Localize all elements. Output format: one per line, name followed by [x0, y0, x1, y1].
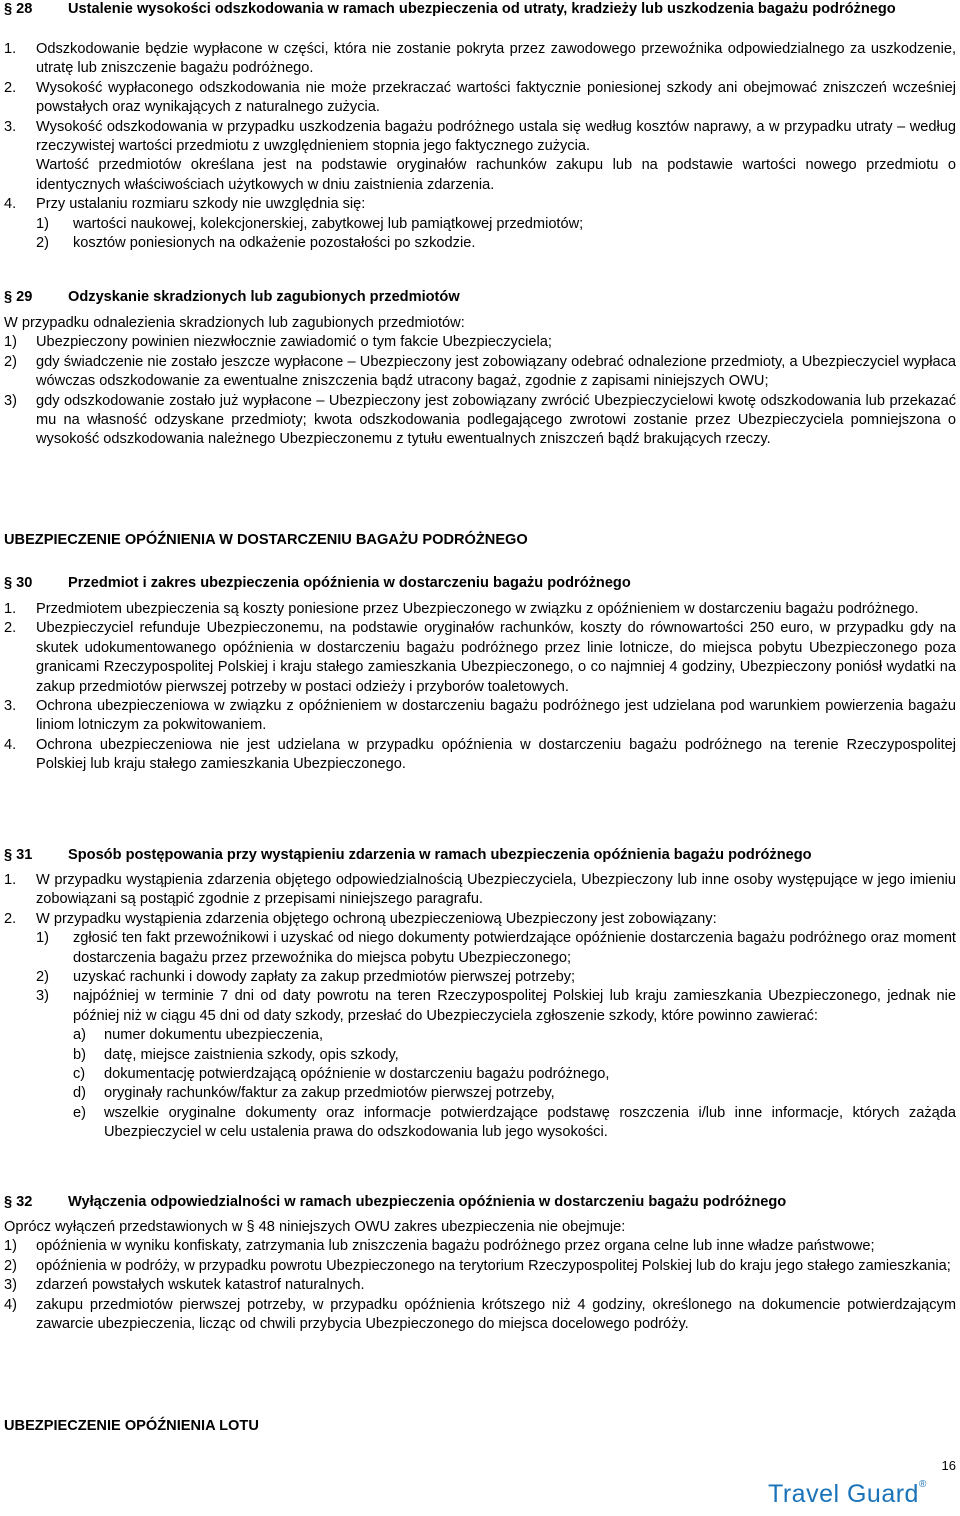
- item-number: 1): [4, 1238, 17, 1255]
- section-31-body: [4, 871, 956, 1143]
- list-item: [4, 600, 956, 619]
- item-number: b): [73, 1046, 86, 1063]
- item-text: W przypadku wystąpienia zdarzenia objętego odpowiedzialnością Ubezpieczyciela, Ubezpieczony lub inne osoby występujące w jego imieniu zobowiązani są postąpić zgodnie z przepisami niniejszego paragrafu.: [36, 872, 956, 908]
- item-text: kosztów poniesionych na odkażenie pozostałości po szkodzie.: [73, 235, 476, 252]
- item-text: Wysokość wypłaconego odszkodowania nie może przekraczać wartości faktycznie poniesionej szkody ani obejmować zniszczeń wcześniej powstałych oraz wynikających z naturalnego zużycia.: [36, 79, 956, 116]
- list-item: [4, 40, 956, 79]
- item-text: Odszkodowanie będzie wypłacone w części, która nie zostanie pokryta przez zawodowego przewoźnika odpowiedzialnego za uszkodzenie, utratę lub zniszczenie bagażu podróżnego.: [36, 41, 956, 77]
- item-number: 2.: [4, 620, 17, 637]
- item-number: 2.: [4, 79, 17, 96]
- list-item: [4, 1276, 956, 1295]
- section-29-body: [4, 314, 956, 450]
- section-30-heading: [4, 574, 956, 593]
- item-number: 1.: [4, 872, 17, 888]
- item-text: uzyskać rachunki i dowody zapłaty za zakup przedmiotów pierwszej potrzeby;: [73, 969, 576, 986]
- item-text: oryginały rachunków/faktur za zakup przedmiotów pierwszej potrzeby,: [104, 1085, 555, 1102]
- item-text: Przy ustalaniu rozmiaru szkody nie uwzględnia się:: [36, 196, 366, 213]
- travel-guard-logo: [768, 1480, 927, 1509]
- sub-sub-item: [73, 1046, 956, 1065]
- section-number: § 31: [4, 847, 33, 863]
- item-number: e): [73, 1104, 86, 1121]
- item-text: datę, miejsce zaistnienia szkody, opis szkody,: [104, 1046, 399, 1063]
- item-number: 3): [36, 988, 49, 1005]
- item-text: Ochrona ubezpieczeniowa nie jest udzielana w przypadku opóźnienia w dostarczeniu bagażu podróżnego na terenie Rzeczypospolitej Polskiej lub kraju stałego zamieszkania Ubezpieczonego.: [36, 736, 956, 773]
- list-item: [4, 871, 956, 910]
- item-number: c): [73, 1066, 86, 1083]
- section-32-heading: [4, 1193, 956, 1212]
- item-text: W przypadku wystąpienia zdarzenia objętego ochroną ubezpieczeniową Ubezpieczony jest zobowiązany:: [36, 910, 717, 927]
- item-text: opóźnienia w wyniku konfiskaty, zatrzymania lub zniszczenia bagażu podróżnego przez organa celne lub inne władze państwowe;: [36, 1238, 875, 1255]
- section-title: Przedmiot i zakres ubezpieczenia opóźnienia w dostarczeniu bagażu podróżnego: [68, 575, 631, 591]
- item-number: 3.: [4, 698, 17, 715]
- section-title: Odzyskanie skradzionych lub zagubionych przedmiotów: [68, 289, 460, 305]
- item-number: 1): [4, 334, 17, 351]
- section-title: Ustalenie wysokości odszkodowania w ramach ubezpieczenia od utraty, kradzieży lub uszkodzenia bagażu podróżnego: [68, 1, 896, 17]
- item-text: Ochrona ubezpieczeniowa w związku z opóźnieniem w dostarczeniu bagażu podróżnego jest udzielana pod warunkiem powierzenia bagażu liniom lotniczym za pokwitowaniem.: [36, 698, 956, 734]
- list-item: [4, 1296, 956, 1335]
- list-item: [4, 910, 956, 929]
- sub-item: [36, 234, 956, 253]
- section-28-body: [4, 40, 956, 253]
- sub-sub-item: [73, 1065, 956, 1084]
- item-number: 3.: [4, 118, 17, 135]
- section-30-body: [4, 600, 956, 775]
- item-number: 2): [4, 353, 17, 370]
- section-28-heading: [4, 0, 956, 19]
- item-text: zdarzeń powstałych wskutek katastrof naturalnych.: [36, 1277, 365, 1294]
- page-number: 16: [941, 1458, 956, 1473]
- sub-item: [36, 215, 956, 234]
- list-item: [4, 392, 956, 450]
- list-item: [4, 736, 956, 775]
- item-number: 2): [4, 1257, 17, 1274]
- item-text: Ubezpieczyciel refunduje Ubezpieczonemu, na podstawie oryginałów rachunków, koszty do równowartości 250 euro, w przypadku gdy na skutek udokumentowanego opóźnienia w dostarczeniu bagażu podróżnego przez linie lotnicze, do miejsca pobytu Ubezpieczonego poza granicami Rzeczypospolitej Polskiej i kraju stałego zamieszkania Ubezpieczonego, o co najmniej 4 godziny, Ubezpieczony poniósł wydatki na zakup przedmiotów pierwszej potrzeby w postaci odzieży i przyborów toaletowych.: [36, 620, 956, 695]
- chapter-heading: UBEZPIECZENIE OPÓŹNIENIA LOTU: [4, 1418, 259, 1434]
- list-item: [4, 1257, 956, 1276]
- item-text: zakupu przedmiotów pierwszej potrzeby, w przypadku opóźnienia krótszego niż 4 godziny, określonego na dokumencie potwierdzającym zawarcie ubezpieczenia, licząc od chwili przybycia Ubezpieczonego do miejsca docelowego podróży.: [36, 1296, 956, 1333]
- item-text: Wysokość odszkodowania w przypadku uszkodzenia bagażu podróżnego ustala się według kosztów naprawy, a w przypadku utraty – według rzeczywistej wartości przedmiotu z uwzględnieniem stopnia jego faktycznego zużycia.: [36, 118, 956, 155]
- section-number: § 30: [4, 575, 33, 591]
- sub-item: [36, 987, 956, 1026]
- item-number: d): [73, 1085, 86, 1102]
- item-number: 4): [4, 1296, 17, 1313]
- item-text: gdy odszkodowanie zostało już wypłacone – Ubezpieczony jest zobowiązany zwrócić Ubezpieczycielowi kwotę odszkodowania lub przekazać mu na własność odzyskane przedmioty; kwota odszkodowania podlegającego zwrotowi zostanie przez Ubezpieczyciela pomniejszona o wysokość odszkodowania należnego Ubezpieczonemu z tytułu ewentualnych zniszczeń bądź brakujących rzeczy.: [36, 392, 956, 448]
- list-item: [4, 619, 956, 697]
- item-text: zgłosić ten fakt przewoźnikowi i uzyskać od niego dokumenty potwierdzające opóźnienie dostarczenia bagażu podróżnego oraz moment dostarczenia bagażu przez przewoźnika do miejsca pobytu Ubezpieczonego;: [73, 930, 956, 966]
- sub-sub-item: [73, 1104, 956, 1143]
- item-number: a): [73, 1027, 86, 1044]
- list-item: [4, 156, 956, 195]
- item-number: 1.: [4, 41, 17, 57]
- list-item: [4, 118, 956, 157]
- section-32-body: [4, 1218, 956, 1334]
- section-number: § 29: [4, 289, 33, 305]
- item-number: 3): [4, 392, 17, 409]
- list-item: [4, 353, 956, 392]
- item-number: 1): [36, 930, 49, 947]
- item-number: 1.: [4, 601, 17, 617]
- item-number: 2): [36, 235, 49, 252]
- item-text: gdy świadczenie nie zostało jeszcze wypłacone – Ubezpieczony jest zobowiązany odebrać odnalezione przedmioty, a Ubezpieczyciel wypłaca wówczas odszkodowanie za ewentualne zniszczenia bądź utracony bagaż, zgodnie z zapisami niniejszych OWU;: [36, 353, 956, 390]
- section-29-heading: [4, 288, 956, 307]
- section-number: § 28: [4, 1, 33, 17]
- list-item: [4, 697, 956, 736]
- item-number: 1): [36, 215, 49, 232]
- sub-sub-item: [73, 1084, 956, 1103]
- list-item: [4, 195, 956, 214]
- list-item: [4, 1237, 956, 1256]
- item-number: 4.: [4, 196, 17, 213]
- item-text: najpóźniej w terminie 7 dni od daty powrotu na teren Rzeczypospolitej Polskiej lub kraju zamieszkania Ubezpieczonego, jednak nie później niż w ciągu 45 dni od daty szkody, przesłać do Ubezpieczyciela zgłoszenie szkody, które powinno zawierać:: [73, 988, 956, 1024]
- item-text: numer dokumentu ubezpieczenia,: [104, 1027, 324, 1044]
- item-text: Przedmiotem ubezpieczenia są koszty poniesione przez Ubezpieczonego w związku z opóźnieniem w dostarczeniu bagażu podróżnego.: [36, 601, 919, 617]
- item-text: opóźnienia w podróży, w przypadku powrotu Ubezpieczonego na terytorium Rzeczypospolitej Polskiej lub do kraju jego stałego zamieszkania;: [36, 1257, 951, 1274]
- section-title: Sposób postępowania przy wystąpieniu zdarzenia w ramach ubezpieczenia opóźnienia bagażu podróżnego: [68, 847, 812, 863]
- list-item: [4, 333, 956, 352]
- logo-text: Travel Guard: [768, 1480, 919, 1508]
- item-text: wartości naukowej, kolekcjonerskiej, zabytkowej lub pamiątkowej przedmiotów;: [73, 215, 584, 232]
- item-text: Wartość przedmiotów określana jest na podstawie oryginałów rachunków zakupu lub na podstawie wartości nowego przedmiotu o identycznych właściwościach użytkowych w dniu zaistnienia zdarzenia.: [36, 157, 956, 193]
- section-intro: Oprócz wyłączeń przedstawionych w § 48 niniejszych OWU zakres ubezpieczenia nie obejmuje:: [4, 1219, 626, 1235]
- item-text: dokumentację potwierdzającą opóźnienie w dostarczeniu bagażu podróżnego,: [104, 1066, 610, 1083]
- item-number: 2.: [4, 910, 17, 927]
- sub-item: [36, 968, 956, 987]
- item-number: 3): [4, 1277, 17, 1294]
- chapter-heading: UBEZPIECZENIE OPÓŹNIENIA W DOSTARCZENIU BAGAŻU PODRÓŻNEGO: [4, 532, 528, 548]
- item-number: 2): [36, 969, 49, 986]
- item-text: wszelkie oryginalne dokumenty oraz informacje potwierdzające podstawę roszczenia i/lub inne informacje, których zażąda Ubezpieczyciel w celu ustalenia prawa do odszkodowania lub jego wysokości.: [104, 1104, 956, 1141]
- section-title: Wyłączenia odpowiedzialności w ramach ubezpieczenia opóźnienia w dostarczeniu bagażu podróżnego: [68, 1194, 787, 1210]
- sub-sub-item: [73, 1026, 956, 1045]
- item-number: [4, 156, 36, 195]
- sub-item: [36, 929, 956, 968]
- registered-mark: ®: [918, 1478, 927, 1490]
- section-number: § 32: [4, 1194, 33, 1210]
- section-31-heading: [4, 846, 956, 865]
- item-text: Ubezpieczony powinien niezwłocznie zawiadomić o tym fakcie Ubezpieczyciela;: [36, 334, 552, 351]
- section-intro: W przypadku odnalezienia skradzionych lub zagubionych przedmiotów:: [4, 315, 465, 331]
- list-item: [4, 79, 956, 118]
- item-number: 4.: [4, 736, 17, 753]
